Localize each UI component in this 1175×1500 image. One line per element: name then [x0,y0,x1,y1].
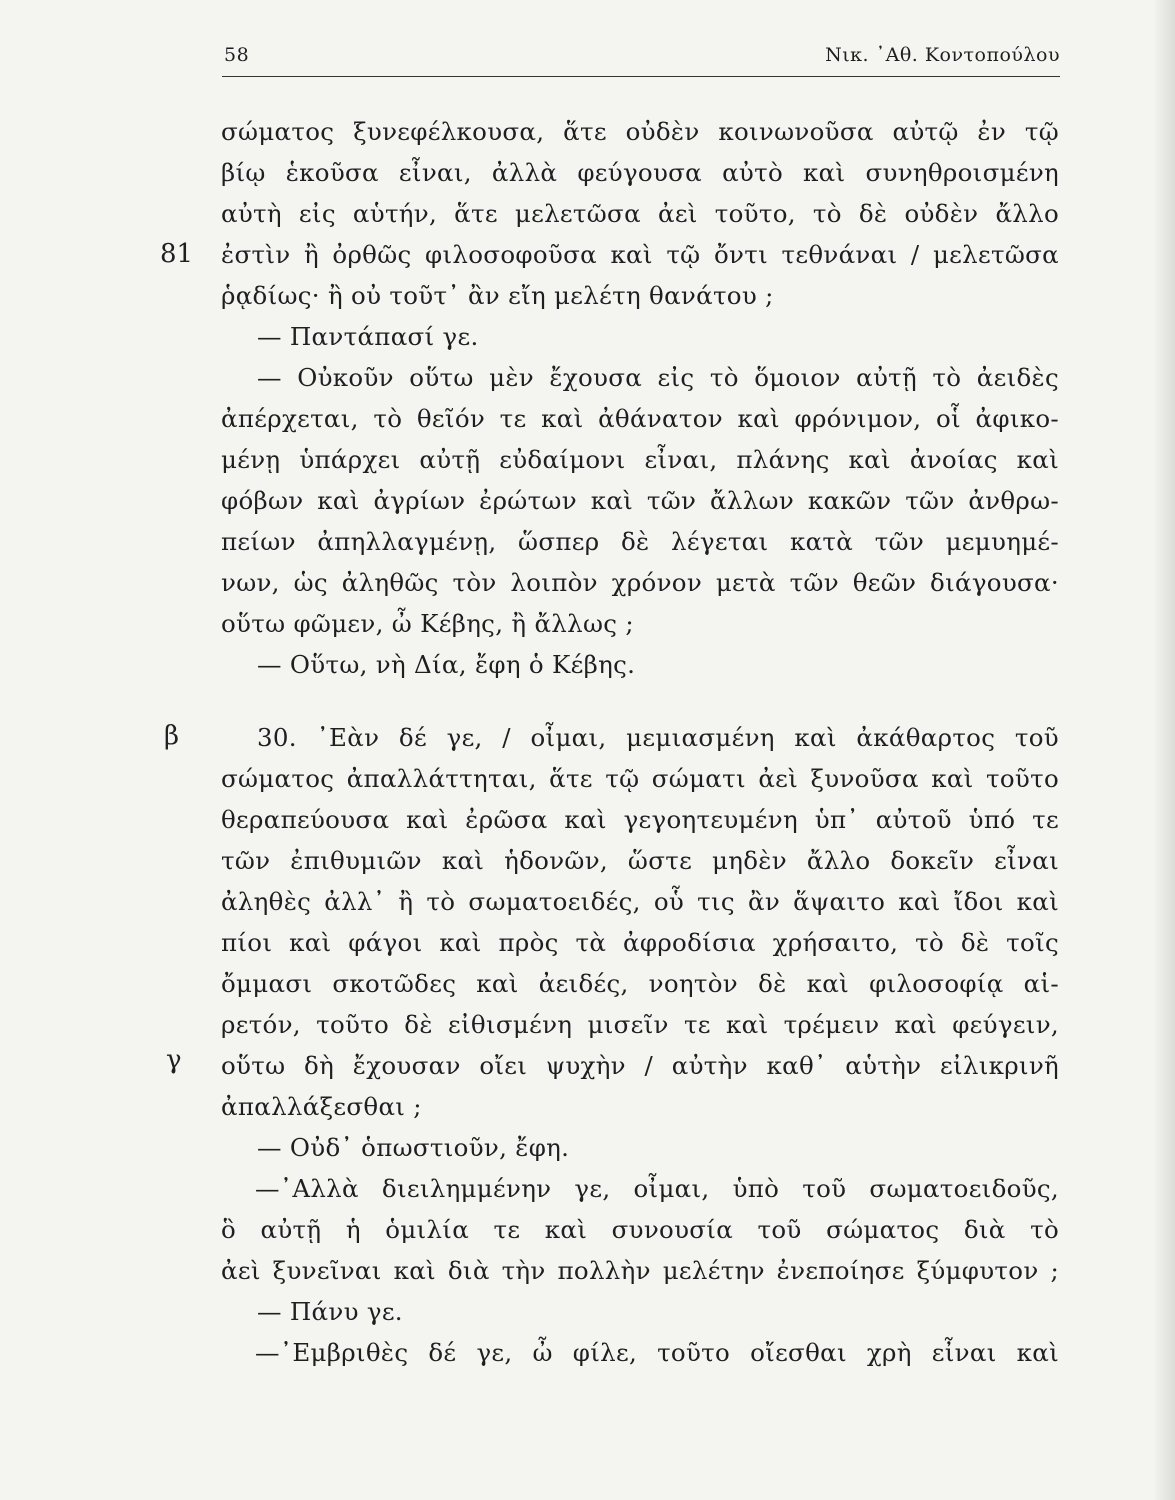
page-number: 58 [224,44,250,66]
dialogue-line: — Οὐδ᾿ ὁπωστιοῦν, ἔφη. [257,1133,570,1162]
margin-note-gamma: γ [166,1045,182,1075]
dialogue-line: — Οὐκοῦν οὕτω μὲν ἔχουσα εἰς τὸ ὅμοιον αὐτῇ τὸ ἀειδὲς [257,363,1059,392]
text-line: πίοι καὶ φάγοι καὶ πρὸς τὰ ἀφροδίσια χρήσαιτο, τὸ δὲ τοῖς [221,928,1059,957]
text-line: ὄμμασι σκοτῶδες καὶ ἀειδές, νοητὸν δὲ καὶ φιλοσοφίᾳ αἱ- [221,969,1059,998]
dialogue-line: — Οὕτω, νὴ Δία, ἔφη ὁ Κέβης. [257,650,636,679]
text-line: ἀπέρχεται, τὸ θεῖόν τε καὶ ἀθάνατον καὶ φρόνιμον, οἷ ἀφικο- [221,404,1059,433]
text-line: τῶν ἐπιθυμιῶν καὶ ἡδονῶν, ὥστε μηδὲν ἄλλο δοκεῖν εἶναι [221,846,1059,875]
text-line: ἀπαλλάξεσθαι ; [221,1092,422,1121]
text-line: ὃ αὐτῇ ἡ ὁμιλία τε καὶ συνουσία τοῦ σώματος διὰ τὸ [221,1215,1059,1244]
margin-note-beta: β [164,721,180,751]
text-line: ἐστὶν ἢ ὀρθῶς φιλοσοφοῦσα καὶ τῷ ὄντι τεθνάναι / μελετῶσα [221,240,1059,269]
text-line: μένῃ ὑπάρχει αὐτῇ εὐδαίμονι εἶναι, πλάνης καὶ ἀνοίας καὶ [221,445,1059,474]
dialogue-line: —᾿Εμβριθὲς δέ γε, ὦ φίλε, τοῦτο οἴεσθαι χρὴ εἶναι καὶ [255,1338,1059,1367]
page-edge-shadow [1153,0,1175,1500]
dialogue-line: — Πάνυ γε. [257,1297,403,1326]
page-header [224,44,1060,72]
text-line: σώματος ἀπαλλάττηται, ἅτε τῷ σώματι ἀεὶ ξυνοῦσα καὶ τοῦτο [221,764,1059,793]
text-line: νων, ὡς ἀληθῶς τὸν λοιπὸν χρόνον μετὰ τῶν θεῶν διάγουσα· [221,568,1059,597]
text-line: ῥᾳδίως· ἢ οὐ τοῦτ᾿ ἂν εἴη μελέτη θανάτου ; [221,281,774,310]
header-rule [222,76,1060,77]
text-line: βίῳ ἑκοῦσα εἶναι, ἀλλὰ φεύγουσα αὐτὸ καὶ συνηθροισμένη [221,158,1059,187]
dialogue-line: — Παντάπασί γε. [257,322,479,351]
text-line: σώματος ξυνεφέλκουσα, ἅτε οὐδὲν κοινωνοῦσα αὐτῷ ἐν τῷ [221,117,1059,146]
text-line: πείων ἀπηλλαγμένῃ, ὥσπερ δὲ λέγεται κατὰ τῶν μεμυημέ- [221,527,1059,556]
running-head: Νικ. ᾿Αθ. Κοντοπούλου [825,44,1060,66]
text-line: αὐτὴ εἰς αὑτήν, ἅτε μελετῶσα ἀεὶ τοῦτο, τὸ δὲ οὐδὲν ἄλλο [221,199,1059,228]
text-line: οὕτω δὴ ἔχουσαν οἴει ψυχὴν / αὐτὴν καθ᾿ αὑτὴν εἰλικρινῆ [221,1051,1059,1080]
text-line: ἀεὶ ξυνεῖναι καὶ διὰ τὴν πολλὴν μελέτην ἐνεποίησε ξύμφυτον ; [221,1256,1059,1285]
text-line: θεραπεύουσα καὶ ἐρῶσα καὶ γεγοητευμένη ὑπ᾿ αὐτοῦ ὑπό τε [221,805,1059,834]
dialogue-line: —᾿Αλλὰ διειλημμένην γε, οἶμαι, ὑπὸ τοῦ σωματοειδοῦς, [255,1174,1059,1203]
text-line: φόβων καὶ ἀγρίων ἐρώτων καὶ τῶν ἄλλων κακῶν τῶν ἀνθρω- [221,486,1059,515]
text-line: ἀληθὲς ἀλλ᾿ ἢ τὸ σωματοειδές, οὗ τις ἂν ἅψαιτο καὶ ἴδοι καὶ [221,887,1059,916]
margin-note-81: 81 [160,239,194,269]
section-start-line: 30. ᾿Εὰν δέ γε, / οἶμαι, μεμιασμένη καὶ ἀκάθαρτος τοῦ [257,723,1059,752]
text-line: οὕτω φῶμεν, ὦ Κέβης, ἢ ἄλλως ; [221,609,634,638]
text-line: ρετόν, τοῦτο δὲ εἰθισμένη μισεῖν τε καὶ τρέμειν καὶ φεύγειν, [221,1010,1059,1039]
